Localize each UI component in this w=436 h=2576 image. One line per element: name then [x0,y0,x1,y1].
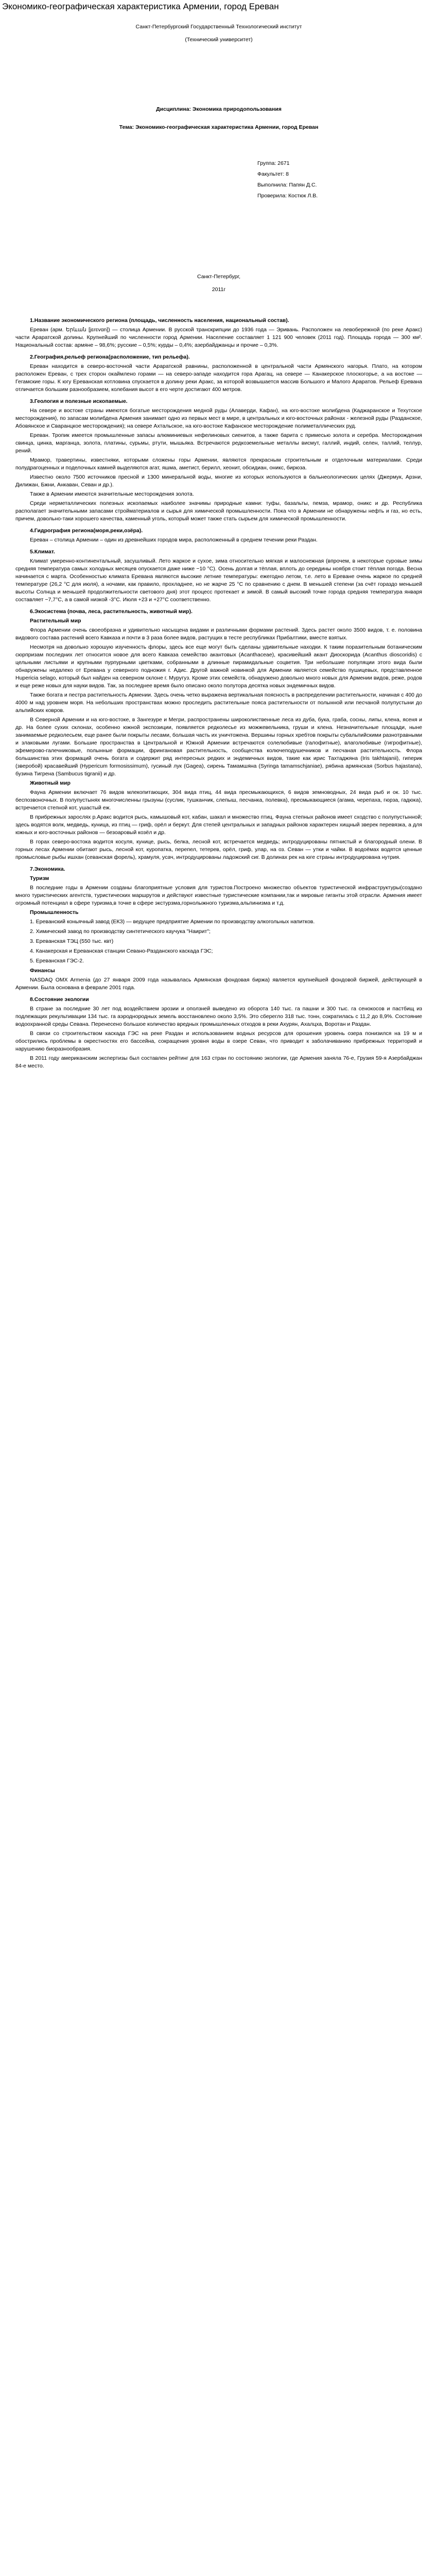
subheading: Растительный мир [30,618,81,624]
list-item: 3. Ереванская ТЭЦ (550 тыс. квт) [30,938,114,944]
paragraph: В связи со строительством каскада ГЭС на реке Раздан и использованием водных ресурсов для орошения уровень озера понизился на 19 м и обострились проблемы в окрестностях его бассейна, сокращения уровня воды в озере Севан, что приводит к заболачиванию прибрежных территорий и нарушению биоразнообразия. [15,1030,422,1052]
university-name: Санкт-Петербургский Государственный Технологический институт [135,24,302,30]
university-block [15,23,422,44]
paragraph: Флора Армении очень своеобразна и удивительно насыщена видами и различными формами растений. Здесь растет около 3500 видов, т. е. половина видового состава растений всего Кавказа и почти в 3 раза более видов, растущих в тесте республиках Прибалтики, вместе взятых. [15,627,422,641]
paragraph: В 2011 году американским экспертизы был составлен рейтинг для 163 стран по состоянию экологии, где Армения заняла 76-е, Грузия 59-я Азербайджан 84-е место. [15,1055,422,1069]
paragraph: Также в Армении имеются значительные месторождения золота. [30,491,194,497]
content [15,317,422,1072]
paragraph: На севере и востоке страны имеются богатые месторождения медной руды (Алаверди, Кафан), на юго-востоке молибдена (Каджаранское и Техутское месторождения), по запасам молибдена Армения занимает одно из первых мест в мире, в центральных и юго-восточных районах - железной руды (Разданское, Абовянское и Сваранцкое месторождения); на севере Ахтальское, на юго-востоке Кафанское месторождение полиметаллических руд. [15,408,422,429]
year: 2011г [212,286,226,293]
paragraph: Также богата и пестра растительность Армении. Здесь очень четко выражена вертикальная поясность в распределении растительности, начиная с 400 до 4000 м над уровнем моря. На небольших пространствах можно проследить растительные пояса растительности от полынной или песчаной полупустыни до альпийских ковров. [15,692,422,714]
university-subtitle: (Технический университет) [185,37,253,43]
section-heading: 4.Гидрография региона(моря,реки,озёра). [30,528,143,534]
section-heading: 7.Экономика. [30,866,65,872]
list-item: 1. Ереванский коньячный завод (ЕКЗ) — ведущее предприятие Армении по производству алкогольных напитков. [30,919,315,925]
paragraph: Ереван – столица Армении – один из древнейших городов мира, расположенный в среднем течении реки Раздан. [30,537,318,543]
paragraph: Климат умеренно-континентальный, засушливый. Лето жаркое и сухое, зима относительно мягкая и малоснежная (впрочем, в некоторые суровые зимы средняя температура самых холодных месяцев опускается даже ниже −10 °C). Осень долгая и тёплая, вплоть до середины ноября стоит тёплая погода. Весна начинается с марта. Особенностью климата Еревана являются высокие летние температуры: ежегодно летом, т.е. лето в Ереване очень жаркое по средней температуре (26,2 °C для июля), а ночами, как правило, прохладнее, но не жарче 25 °C по сравнению с днем. В меньшей степени (за счёт гораздо меньшей высоты Солнца и меньшей продолжительности светового дня) этот процесс протекает и зимой. В самый высокий точке города средняя температура января составляет −7,7°C, а в самой низкой -3°С. Июля +23 и +27°С соответственно. [15,558,422,603]
paragraph: В прибрежных зарослях р.Аракс водится рысь, камышовый кот, кабан, шакал и множество птиц. Фауна степных районов имеет сходство с полупустынной; здесь водятся волк, медведь, куница, из птиц — гриф, орёл и беркут. Для степей центральных и западных районов характерен хищный зверек перевязка, а для южных и юго-восточных районов — безоаровый козёл и др. [15,814,422,836]
paragraph: Известно около 7500 источников пресной и 1300 минеральной воды, многие из которых используются в бальнеологических целях (Джермук, Арзни, Дилижан, Бжни, Анкаван, Севан и др.). [15,474,422,488]
section-heading: 3.Геология и полезные ископаемые. [30,398,128,404]
subheading: Финансы [30,968,55,974]
paragraph: NASDAQ OMX Armenia (до 27 января 2009 года называлась Армянская фондовая биржа) является крупнейшей фондовой биржей, действующей в Армении. Была основана в феврале 2001 года. [15,977,422,991]
paragraph: Ереван находится в северо-восточной части Араратской равнины, расположенной в центральной части Армянского нагорья. Плато, на котором расположен Ереван, с трех сторон окаймлено горами — на северо-западе находится гора Арагац, на севере — Канакерское плоскогорье, а на востоке — Гегамские горы. К югу Ереванская котловина спускается в долину реки Аракс, за которой возвышается массив Большого и Малого Араратов. Рельеф Еревана отличается большим разнообразием, колебания высот в его черте достигают 400 метров. [15,363,422,393]
meta-group: Группа: 2671 [257,160,290,166]
section-heading: 6.Экосистема (почва, леса, растительность, животный мир). [30,608,193,615]
meta-faculty: Факультет: 8 [257,171,289,177]
paragraph: В Северной Армении и на юго-востоке, в Зангезуре и Мегри, распространены широколиственные леса из дуба, бука, граба, сосны, липы, клена, ясеня и др. На более сухих склонах, особенно южной экспозиции, появляется редколесье из можжевельника, груши и клена. Незначительные площади, ныне занимаемые редколесьем, еще ранее были покрыты лесами, большая часть их уничтожена. Вершины горных хребтов покрыты субальпийскими разнотравными и злаковыми лугами. Большие пространства в Центральной и Южной Армении встречаются солелюбивые (галофитные), влаголюбивые (гигрофитные), эфемерово-галечниковые, полынные формации, фрингановая растительность, сообщества колючеподушечников и песчаная растительность. Флора большинства этих формаций очень богата и содержит ряд интересных редких и эндемичных видов, такие как ирис Тахтаджяна (Iris takhtajanii), гиперик (зверобой) красавейший (Hypericum formosissimum), гусиный лук (Gagea), сирень Тамамшяна (Syringa tamamschjaniae), рябина армянская (Sorbus hajastana), бузина Тигрена (Sambucus tigranii) и др. [15,717,422,777]
meta-author: Выполнила: Папян Д.С. [257,182,317,188]
paragraph: Мрамор, травертины, известняки, которыми сложены горы Армении, являются прекрасным строительным и отделочным материалами. Среди полудрагоценных и поделочных камней выделяются агат, яшма, аметист, берилл, хеонит, обсидиан, оникс, бирюза. [15,457,422,471]
section-heading: 8.Состояние экологии [30,996,89,1003]
section-heading: 1.Название экономического региона (площадь, численность населения, национальный состав). [30,317,289,324]
subheading: Туризм [30,875,49,882]
meta-block [257,160,412,203]
page-title: Экономико-географическая характеристика Армении, город Ереван [2,2,279,11]
paragraph: Ереван (арм. Երևան [jɛɾɛvɑn]) — столица Армении. В русской транскрипции до 1936 года — Эривань. Расположен на левобережной (по реке Аракс) части Араратской долины. Крупнейший по численности город Армении. Население составляет 1 121 900 человек (2011 год). Площадь города — 300 км². Национальный состав: армяне – 98,6%; русские – 0,5%; курды – 0,4%; азербайджанцы и прочие – 0,3%. [15,327,422,348]
discipline: Дисциплина: Экономика природопользования [156,106,282,112]
subheading: Промышленность [30,909,79,916]
list-item: 5. Ереванская ГЭС-2. [30,958,84,964]
paragraph: Фауна Армении включает 76 видов млекопитающих, 304 вида птиц, 44 вида пресмыкающихся, 6 видов земноводных, 24 вида рыб и ок. 10 тыс. беспозвоночных. В полупустынях многочисленны грызуны (суслик, тушканчик, слепыш, песчанка, полевка), пресмыкающиеся (агама, черепаха, гюрза, гадюка), встречается степной кот, ушастый еж. [15,789,422,811]
paragraph: В последние годы в Армении созданы благоприятные условия для туристов.Построено множество объектов туристической инфраструктуры(создано много туристических агентств, туристических маршрутов и действуют известные туристические компании,так и мировые гиганты этой отрасли. Армения имеет огромный потенциал в сфере туризма,в точке в сфере экстурзма,горнолыжного туризма,альпинизма и т.д. [15,885,422,906]
paragraph: В горах северо-востока водится косуля, кунице, рысь, белка, лесной кот, встречается медведь; интродуцированы пятнистый и благородный олени. В горных лесах Армении обитают рысь, лесной кот, куропатка, перепел, тетерев, орёл, гриф, улар, на оз. Севан — утки и чайки. В водоёмах водятся ценные промысловые рыбы ишхан (севанская форель), храмуля, усач, интродуцированы ладожский сиг. В долинах рек на юге страны интродуцирована нутрия. [15,839,422,860]
topic: Тема: Экономико-географическая характеристика Армении, город Ереван [119,124,319,130]
section-heading: 5.Климат. [30,549,55,555]
list-item: 2. Химический завод по производству синтетического каучука "Наирит"; [30,928,211,935]
subheading: Животный мир [30,780,71,786]
city: Санкт-Петербург, [197,274,240,280]
section-heading: 2.География,рельеф региона(расположение, тип рельефа). [30,354,190,360]
paragraph: Ереван. Тропик имеется промышленные запасы алюминиевых нефелиновых сиенитов, а также барита с примесью золота и серебра. Месторождения свинца, цинка, марганца, золота, платины, сурьмы, ртути, мышьяка. Встречаются редкоземельные металлы висмут, галлий, индий, селен, таллий, теллур, рений. [15,432,422,454]
paragraph: В стране за последние 30 лет под воздействием эрозии и оползней выведено из оборота 140 тыс. га пашни и 300 тыс. га сенокосов и пастбищ из подлежащих рекультивации 134 тыс. га аэроднородных земель восстановлено около 3,5%. Это сберегло 318 тыс. тонн, сократилась с 11,2 до 8,9%. Состояние водоохранной среды Севана. Перенесено большое количество вредных промышленных отходов в реки Ахурян, Ахалцха, Воротан и Раздан. [15,1006,422,1027]
meta-checker: Проверила: Костюк Л.В. [257,193,318,199]
paragraph: Среди нерметаллических полезных ископаемых наиболее значимы природные камни: туфы, базальты, пемза, мрамор, оникс и др. Республика располагает значительными запасами стройматериалов и сырья для химической промышленности. Пока что в Армении не обнаружены нефть и газ, но есть, причем, довольно-таки хорошего качества, каменный уголь, который может также стать сырьем для химической промышленности. [15,500,422,522]
paragraph: Несмотря на довольно хорошую изученность флоры, здесь все еще могут быть сделаны удивительные находки. К таким поразительным ботаническим сюрпризам последних лет относится новое для всего Кавказа семейство акантовых (Acanthaceae), красивейший акант Диоскорида (Acanthus dioscoridis) с цельными листьями и крупными пурпурными цветками, собранными в длинные пирамидальные соцветия. Три небольшие популяции этого вида были обнаружены недалеко от Еревана у северного подножия г. Адис. Другой важной новинкой для Армении является семейство пушицевых, представленное Hupericia selago, который был найден на северном склоне г. Муругуз. Кроме этих семейств, обнаружено довольно много новых для Армении видов, реже, родов и еще реже новых для науки видов. Так, за последнее время было описано около полутора десятка новых эндемичных видов. [15,644,422,689]
list-item: 4. Канакерская и Ереванская станции Севано-Разданского каскада ГЭС; [30,948,213,954]
